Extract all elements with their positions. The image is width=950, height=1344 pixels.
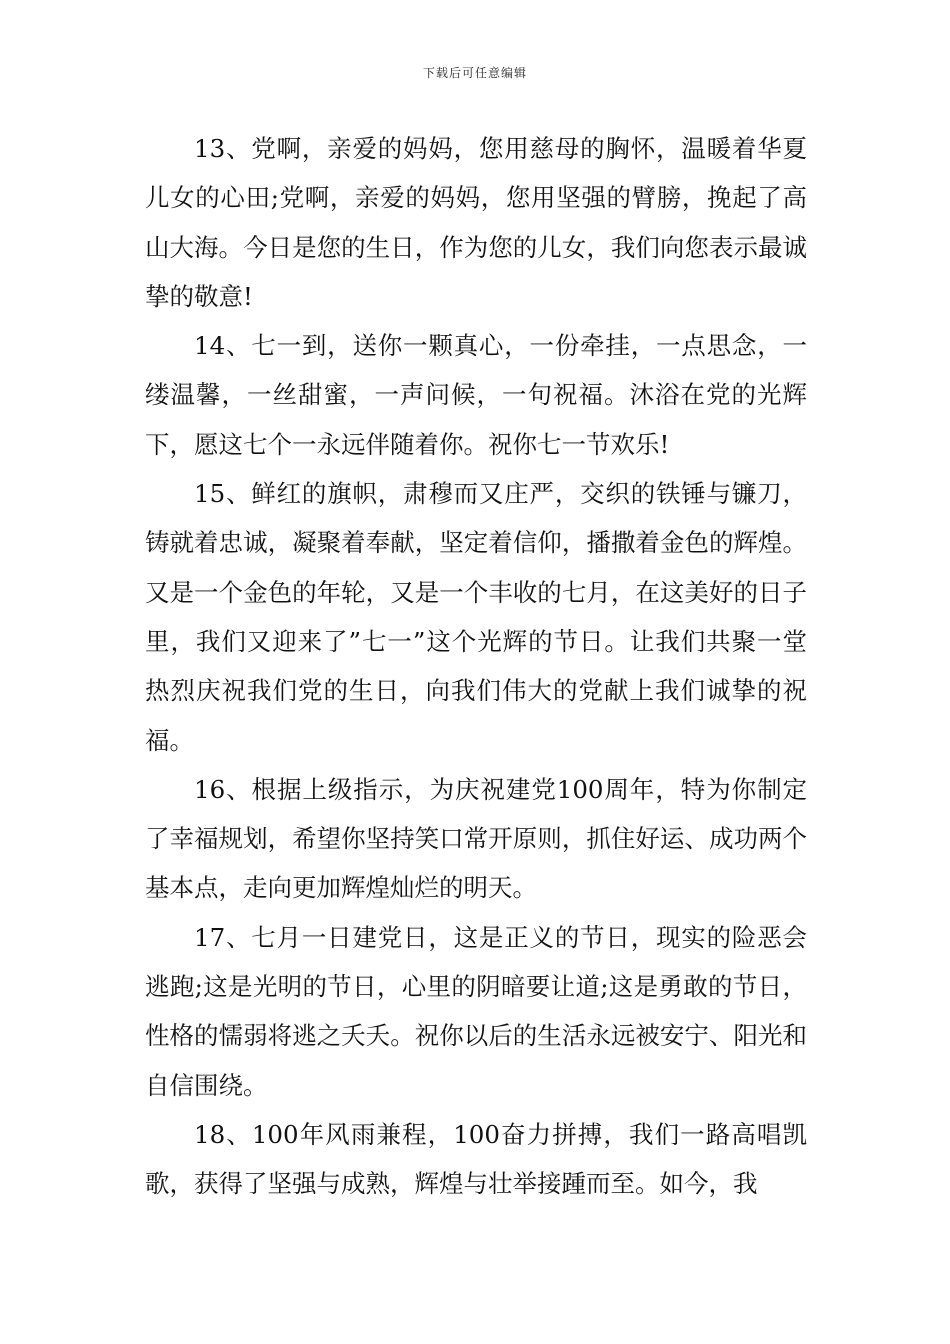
paragraph-14: 14、七一到，送你一颗真心，一份牵挂，一点思念，一缕温馨，一丝甜蜜，一声问候，一句祝福。沐浴在党的光辉下，愿这七个一永远伴随着你。祝你七一节欢乐!	[145, 331, 807, 459]
paragraph-17: 17、七月一日建党日，这是正义的节日，现实的险恶会逃跑;这是光明的节日，心里的阴暗要让道;这是勇敢的节日，性格的懦弱将逃之夭夭。祝你以后的生活永远被安宁、阳光和自信围绕。	[145, 922, 807, 1100]
document-body	[145, 124, 807, 1209]
paragraph-15: 15、鲜红的旗帜，肃穆而又庄严，交织的铁锤与镰刀，铸就着忠诚，凝聚着奉献，坚定着信仰，播撒着金色的辉煌。又是一个金色的年轮，又是一个丰收的七月，在这美好的日子里，我们又迎来了”七一”这个光辉的节日。让我们共聚一堂热烈庆祝我们党的生日，向我们伟大的党献上我们诚挚的祝福。	[145, 479, 807, 755]
page-header-note: 下载后可任意编辑	[422, 66, 527, 80]
paragraph-13: 13、党啊，亲爱的妈妈，您用慈母的胸怀，温暖着华夏儿女的心田;党啊，亲爱的妈妈，您用坚强的臂膀，挽起了高山大海。今日是您的生日，作为您的儿女，我们向您表示最诚挚的敬意!	[145, 134, 807, 311]
paragraph-16: 16、根据上级指示，为庆祝建党100周年，特为你制定了幸福规划，希望你坚持笑口常开原则，抓住好运、成功两个基本点，走向更加辉煌灿烂的明天。	[145, 774, 807, 903]
paragraph-18: 18、100年风雨兼程，100奋力拼搏，我们一路高唱凯歌，获得了坚强与成熟，辉煌与壮举接踵而至。如今，我	[145, 1119, 807, 1199]
